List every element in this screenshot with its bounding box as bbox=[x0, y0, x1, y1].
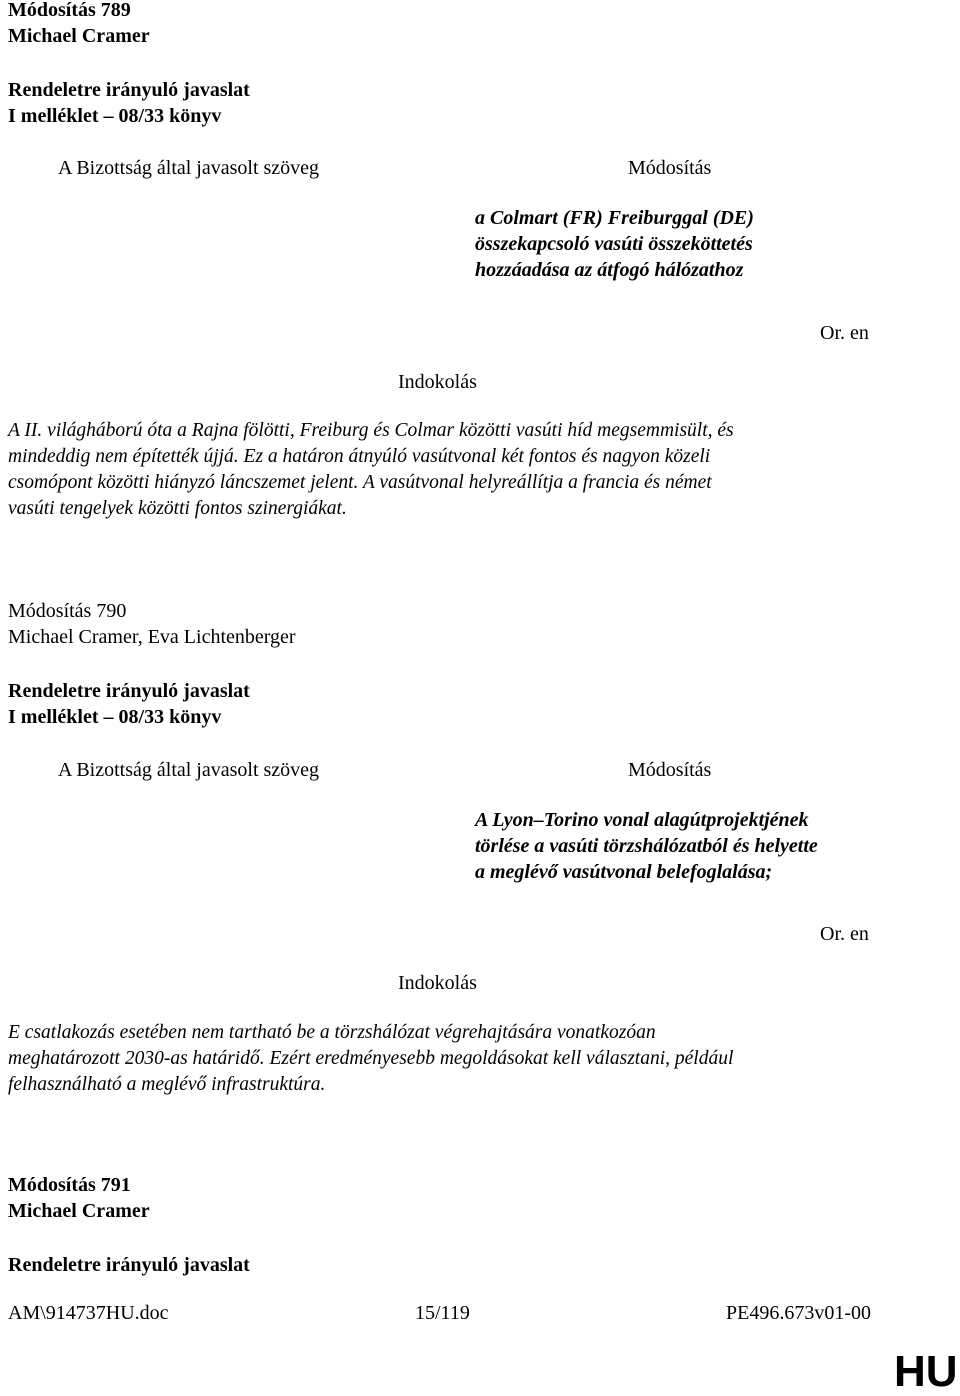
proposal-label: Rendeletre irányuló javaslat bbox=[8, 680, 250, 702]
justification-text bbox=[8, 1020, 733, 1098]
column-header-amendment: Módosítás bbox=[628, 157, 712, 179]
reference-label: I melléklet – 08/33 könyv bbox=[8, 105, 222, 127]
amendment-text-line: törlése a vasúti törzshálózatból és helyette bbox=[475, 835, 818, 857]
original-language: Or. en bbox=[820, 923, 869, 945]
justification-line: csomópont közötti hiányzó láncszemet jelent. A vasútvonal helyreállítja a francia és német bbox=[8, 472, 712, 493]
amendment-text-line: hozzáadása az átfogó hálózathoz bbox=[475, 259, 744, 281]
amendment-text bbox=[475, 205, 754, 283]
justification-line: vasúti tengelyek közötti fontos szinergiákat. bbox=[8, 498, 347, 519]
justification-text bbox=[8, 418, 734, 522]
footer-doc-id: AM\914737HU.doc bbox=[8, 1302, 169, 1324]
justification-line: mindeddig nem építették újjá. Ez a határon átnyúló vasútvonal két fontos és nagyon közeli bbox=[8, 446, 711, 467]
amendment-text-line: összekapcsoló vasúti összeköttetés bbox=[475, 233, 753, 255]
column-header-commission-text: A Bizottság által javasolt szöveg bbox=[58, 157, 320, 179]
justification-line: meghatározott 2030-as határidő. Ezért eredményesebb megoldásokat kell választani, például bbox=[8, 1048, 734, 1069]
justification-line: felhasználható a meglévő infrastruktúra. bbox=[8, 1074, 326, 1095]
amendment-title: Módosítás 789 bbox=[8, 0, 131, 21]
amendment-authors: Michael Cramer bbox=[8, 25, 150, 47]
proposal-label: Rendeletre irányuló javaslat bbox=[8, 79, 250, 101]
language-badge: HU bbox=[894, 1347, 958, 1396]
proposal-label: Rendeletre irányuló javaslat bbox=[8, 1254, 250, 1276]
footer-reference: PE496.673v01-00 bbox=[726, 1302, 871, 1324]
amendment-authors: Michael Cramer, Eva Lichtenberger bbox=[8, 626, 296, 648]
column-header-commission-text: A Bizottság által javasolt szöveg bbox=[58, 759, 320, 781]
amendment-text bbox=[475, 807, 818, 885]
justification-line: A II. világháború óta a Rajna fölötti, Freiburg és Colmar közötti vasúti híd megsemmisült, és bbox=[8, 420, 734, 441]
footer-page-number: 15/119 bbox=[415, 1302, 470, 1324]
amendment-title: Módosítás 791 bbox=[8, 1174, 131, 1196]
reference-label: I melléklet – 08/33 könyv bbox=[8, 706, 222, 728]
amendment-authors: Michael Cramer bbox=[8, 1200, 150, 1222]
amendment-text-line: a meglévő vasútvonal belefoglalása; bbox=[475, 861, 773, 883]
justification-title: Indokolás bbox=[398, 371, 477, 393]
column-header-amendment: Módosítás bbox=[628, 759, 712, 781]
amendment-text-line: a Colmart (FR) Freiburggal (DE) bbox=[475, 207, 754, 229]
justification-line: E csatlakozás esetében nem tartható be a törzshálózat végrehajtására vonatkozóan bbox=[8, 1022, 656, 1043]
amendment-text-line: A Lyon–Torino vonal alagútprojektjének bbox=[475, 809, 809, 831]
amendment-title: Módosítás 790 bbox=[8, 600, 127, 622]
justification-title: Indokolás bbox=[398, 972, 477, 994]
original-language: Or. en bbox=[820, 322, 869, 344]
